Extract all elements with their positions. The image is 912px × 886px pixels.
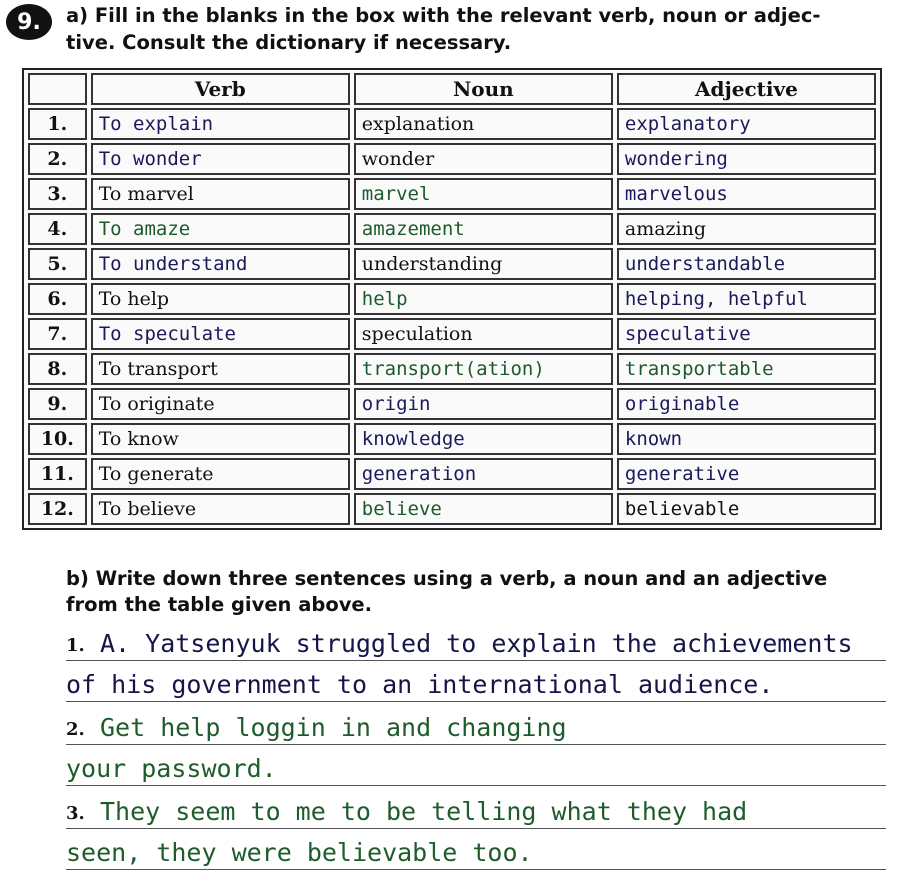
- table-row: [28, 178, 876, 210]
- noun-cell[interactable]: amazement: [354, 213, 613, 245]
- sentence-3: [66, 788, 886, 870]
- verb-cell: To help: [91, 283, 350, 315]
- noun-cell[interactable]: knowledge: [354, 423, 613, 455]
- verb-cell: To believe: [91, 493, 350, 525]
- adjective-cell: amazing: [617, 213, 876, 245]
- verb-cell: To marvel: [91, 178, 350, 210]
- header-noun: Noun: [354, 73, 613, 105]
- noun-cell[interactable]: believe: [354, 493, 613, 525]
- adjective-cell[interactable]: transportable: [617, 353, 876, 385]
- table-row: [28, 143, 876, 175]
- table-row: [28, 353, 876, 385]
- verb-cell[interactable]: To speculate: [91, 318, 350, 350]
- row-number: 2.: [28, 143, 87, 175]
- sentence-number: 1.: [66, 635, 85, 656]
- adjective-cell[interactable]: speculative: [617, 318, 876, 350]
- row-number: 11.: [28, 458, 87, 490]
- row-number: 1.: [28, 108, 87, 140]
- adjective-cell[interactable]: explanatory: [617, 108, 876, 140]
- sentence-text: A. Yatsenyuk struggled to explain the achievements: [100, 629, 853, 658]
- sentence-1: [66, 620, 886, 702]
- row-number: 3.: [28, 178, 87, 210]
- adjective-cell[interactable]: marvelous: [617, 178, 876, 210]
- table-row: [28, 493, 876, 525]
- verb-cell: To originate: [91, 388, 350, 420]
- row-number: 4.: [28, 213, 87, 245]
- sentence-2: [66, 704, 886, 786]
- table-row: [28, 108, 876, 140]
- adjective-cell[interactable]: believable: [617, 493, 876, 525]
- row-number: 12.: [28, 493, 87, 525]
- table-row: [28, 318, 876, 350]
- noun-cell: understanding: [354, 248, 613, 280]
- adjective-cell[interactable]: wondering: [617, 143, 876, 175]
- row-number: 5.: [28, 248, 87, 280]
- table-row: [28, 213, 876, 245]
- noun-cell[interactable]: origin: [354, 388, 613, 420]
- adjective-cell[interactable]: known: [617, 423, 876, 455]
- sentence-2-line-1[interactable]: [66, 704, 886, 745]
- table-row: [28, 458, 876, 490]
- table-row: [28, 388, 876, 420]
- table-row: [28, 423, 876, 455]
- word-forms-table: [22, 68, 882, 530]
- verb-cell[interactable]: To amaze: [91, 213, 350, 245]
- sentence-text: seen, they were believable too.: [66, 838, 533, 867]
- sentence-text: of his government to an international audience.: [66, 670, 774, 699]
- noun-cell: explanation: [354, 108, 613, 140]
- sentence-1-line-1[interactable]: [66, 620, 886, 661]
- sentence-3-line-2[interactable]: [66, 829, 886, 870]
- verb-cell[interactable]: To explain: [91, 108, 350, 140]
- verb-cell[interactable]: To wonder: [91, 143, 350, 175]
- row-number: 9.: [28, 388, 87, 420]
- row-number: 10.: [28, 423, 87, 455]
- header-verb: Verb: [91, 73, 350, 105]
- task-b-instructions: [66, 566, 896, 618]
- sentence-text: your password.: [66, 754, 277, 783]
- table-row: [28, 248, 876, 280]
- sentence-2-line-2[interactable]: [66, 745, 886, 786]
- noun-cell: wonder: [354, 143, 613, 175]
- sentence-number: 2.: [66, 719, 85, 740]
- noun-cell: speculation: [354, 318, 613, 350]
- row-number: 7.: [28, 318, 87, 350]
- sentence-1-line-2[interactable]: [66, 661, 886, 702]
- noun-cell[interactable]: generation: [354, 458, 613, 490]
- task-b-line-2: from the table given above.: [66, 593, 373, 616]
- task-a-line-1: a) Fill in the blanks in the box with the relevant verb, noun or adjec-: [66, 4, 821, 27]
- noun-cell[interactable]: transport(ation): [354, 353, 613, 385]
- adjective-cell[interactable]: understandable: [617, 248, 876, 280]
- header-adjective: Adjective: [617, 73, 876, 105]
- noun-cell[interactable]: marvel: [354, 178, 613, 210]
- header-number: [28, 73, 87, 105]
- sentence-text: Get help loggin in and changing: [100, 713, 567, 742]
- verb-cell[interactable]: To understand: [91, 248, 350, 280]
- sentence-text: They seem to me to be telling what they had: [100, 797, 748, 826]
- verb-cell: To transport: [91, 353, 350, 385]
- noun-cell[interactable]: help: [354, 283, 613, 315]
- sentence-number: 3.: [66, 803, 85, 824]
- adjective-cell[interactable]: originable: [617, 388, 876, 420]
- adjective-cell[interactable]: generative: [617, 458, 876, 490]
- task-a-line-2: tive. Consult the dictionary if necessary.: [66, 31, 512, 54]
- task-a-instructions: [66, 2, 886, 56]
- row-number: 8.: [28, 353, 87, 385]
- table-row: [28, 283, 876, 315]
- verb-cell: To know: [91, 423, 350, 455]
- task-b-line-1: b) Write down three sentences using a verb, a noun and an adjective: [66, 567, 828, 590]
- adjective-cell[interactable]: helping, helpful: [617, 283, 876, 315]
- verb-cell: To generate: [91, 458, 350, 490]
- table-header-row: [28, 73, 876, 105]
- row-number: 6.: [28, 283, 87, 315]
- sentence-3-line-1[interactable]: [66, 788, 886, 829]
- exercise-number-badge: 9.: [6, 4, 52, 40]
